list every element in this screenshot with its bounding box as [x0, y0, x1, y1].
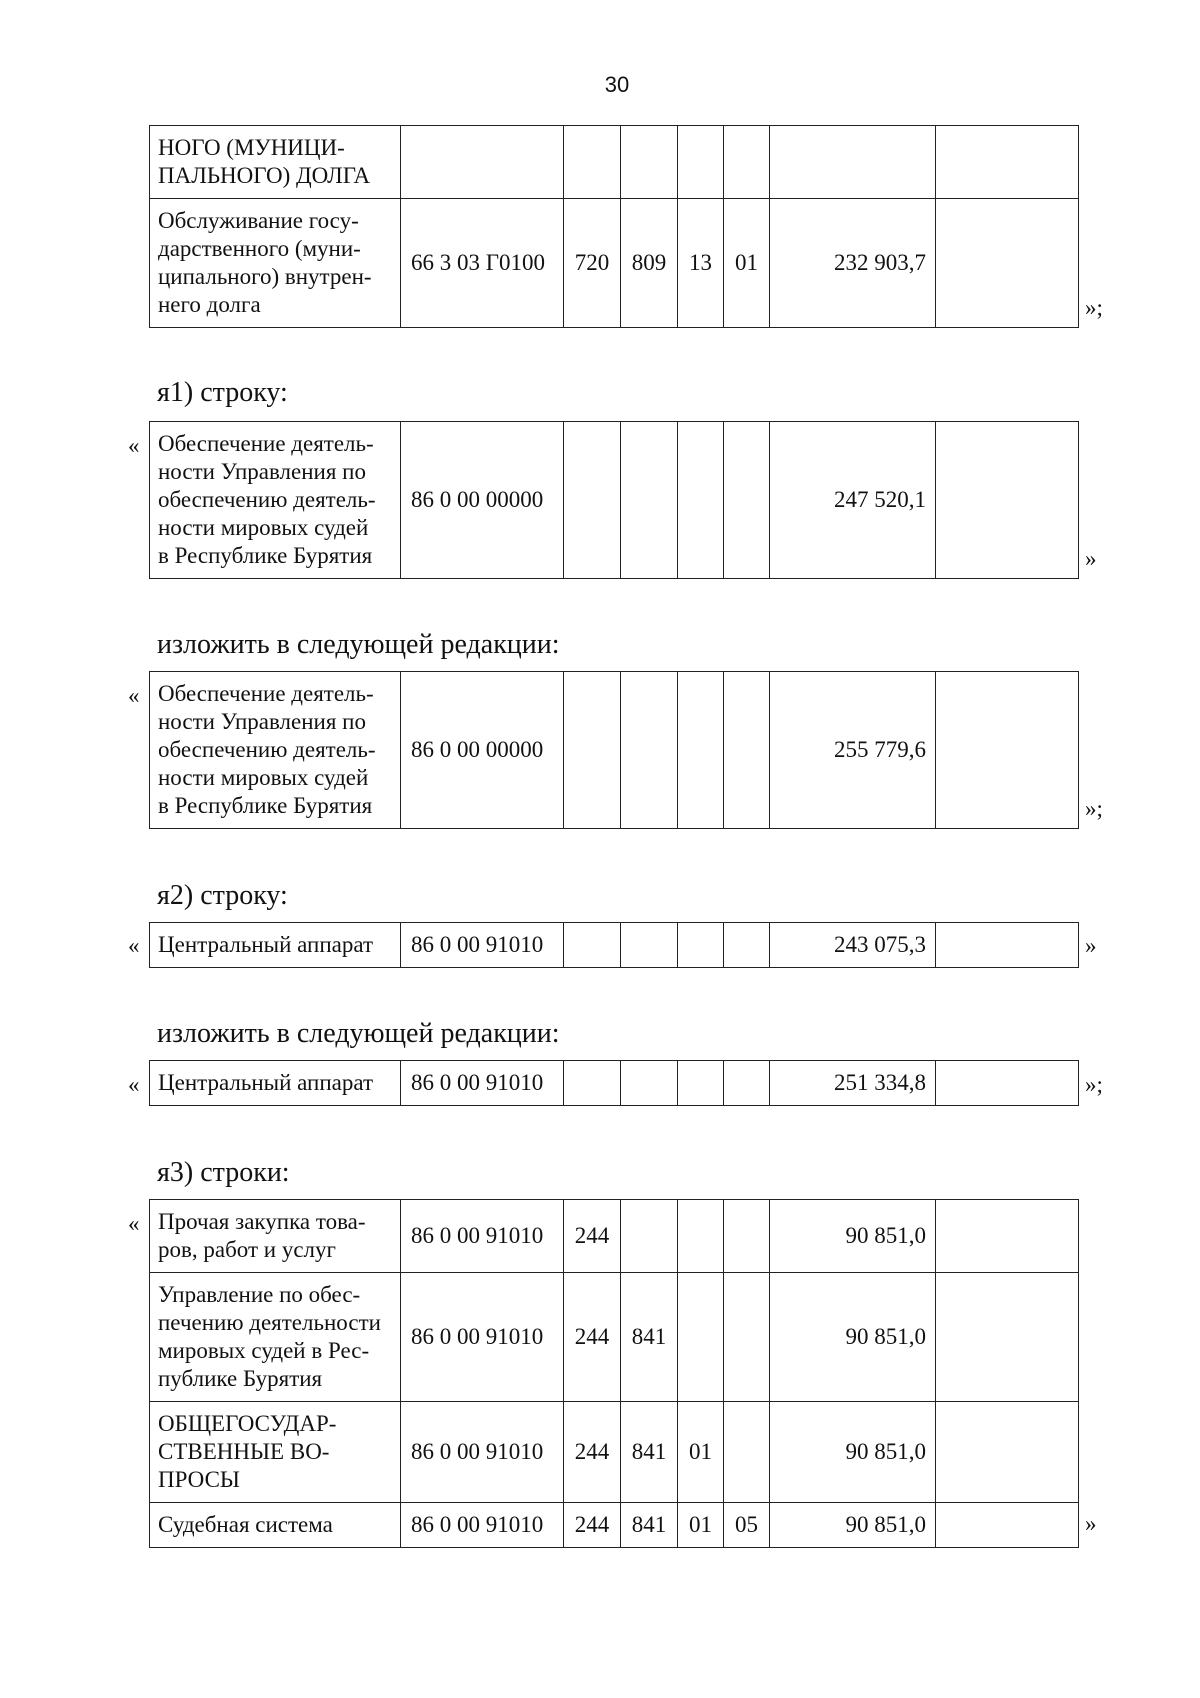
- row-pr: [724, 1273, 770, 1402]
- row-vr: 244: [564, 1503, 621, 1548]
- row-code: 86 0 00 91010: [401, 1503, 564, 1548]
- row-amount: 90 851,0: [770, 1503, 936, 1548]
- close-quote: »;: [1085, 796, 1103, 821]
- row-amount: 90 851,0: [770, 1402, 936, 1503]
- row-code: 66 3 03 Г0100: [401, 199, 564, 328]
- row-pr: [724, 1200, 770, 1273]
- row-name: Судебная система: [150, 1503, 401, 1548]
- row-extra: [936, 1503, 1079, 1548]
- row-amount: 247 520,1: [770, 422, 936, 579]
- row-vr: [564, 672, 621, 829]
- row-name: ОБЩЕГОСУДАР- СТВЕННЫЕ ВО- ПРОСЫ: [150, 1402, 401, 1503]
- row-rz: 13: [678, 199, 724, 328]
- row-name: Управление по обес- печению деятельности мировых судей в Рес- публике Бурятия: [150, 1273, 401, 1402]
- budget-table: [149, 1060, 1079, 1106]
- row-extra: [936, 1200, 1079, 1273]
- budget-table: [149, 1199, 1079, 1548]
- row-extra: [936, 422, 1079, 579]
- row-grbs: [621, 672, 678, 829]
- row-pr: [724, 672, 770, 829]
- row-grbs: 809: [621, 199, 678, 328]
- row-pr: 01: [724, 199, 770, 328]
- close-quote: »;: [1085, 1072, 1103, 1097]
- row-rz: [678, 422, 724, 579]
- page-number: 30: [604, 72, 630, 97]
- table-row: [150, 1061, 1079, 1106]
- row-name: Центральный аппарат: [150, 923, 401, 968]
- row-code: 86 0 00 00000: [401, 422, 564, 579]
- row-amount: 243 075,3: [770, 923, 936, 968]
- row-vr: [564, 923, 621, 968]
- row-code: 86 0 00 00000: [401, 672, 564, 829]
- row-amount: 90 851,0: [770, 1200, 936, 1273]
- table-row: [150, 1200, 1079, 1273]
- budget-table: [149, 922, 1079, 968]
- table-row: [150, 1402, 1079, 1503]
- row-code: 86 0 00 91010: [401, 1402, 564, 1503]
- open-quote: «: [128, 683, 140, 708]
- row-name: Обеспечение деятель- ности Управления по обеспечению деятель- ности мировых судей в Республике Бурятия: [150, 672, 401, 829]
- row-rz: [678, 1061, 724, 1106]
- table-row: [150, 672, 1079, 829]
- row-vr: [564, 126, 621, 199]
- row-grbs: [621, 126, 678, 199]
- row-rz: [678, 672, 724, 829]
- section-heading: я3) строки:: [157, 1157, 290, 1188]
- row-code: 86 0 00 91010: [401, 1061, 564, 1106]
- row-name: Обслуживание госу- дарственного (муни- ципального) внутрен- него долга: [150, 199, 401, 328]
- row-extra: [936, 923, 1079, 968]
- budget-table: [149, 671, 1079, 829]
- row-name: НОГО (МУНИЦИ- ПАЛЬНОГО) ДОЛГА: [150, 126, 401, 199]
- open-quote: «: [128, 1211, 140, 1236]
- row-name: Обеспечение деятель- ности Управления по обеспечению деятель- ности мировых судей в Республике Бурятия: [150, 422, 401, 579]
- row-vr: [564, 422, 621, 579]
- open-quote: «: [128, 1072, 140, 1097]
- row-code: 86 0 00 91010: [401, 923, 564, 968]
- row-pr: [724, 422, 770, 579]
- row-grbs: 841: [621, 1402, 678, 1503]
- row-rz: 01: [678, 1503, 724, 1548]
- row-pr: [724, 1402, 770, 1503]
- row-grbs: [621, 422, 678, 579]
- row-amount: 255 779,6: [770, 672, 936, 829]
- row-rz: [678, 126, 724, 199]
- row-pr: [724, 126, 770, 199]
- row-grbs: [621, 1061, 678, 1106]
- row-extra: [936, 126, 1079, 199]
- row-pr: [724, 1061, 770, 1106]
- budget-table: [149, 125, 1079, 328]
- row-pr: [724, 923, 770, 968]
- table-row: [150, 1503, 1079, 1548]
- table-row: [150, 126, 1079, 199]
- row-rz: [678, 1273, 724, 1402]
- row-amount: [770, 126, 936, 199]
- close-quote: »: [1085, 1511, 1097, 1536]
- row-vr: 720: [564, 199, 621, 328]
- close-quote: »: [1085, 546, 1097, 571]
- row-grbs: 841: [621, 1503, 678, 1548]
- row-extra: [936, 199, 1079, 328]
- row-code: [401, 126, 564, 199]
- row-grbs: [621, 923, 678, 968]
- row-rz: 01: [678, 1402, 724, 1503]
- row-vr: [564, 1061, 621, 1106]
- row-amount: 232 903,7: [770, 199, 936, 328]
- close-quote: »: [1085, 933, 1097, 958]
- row-extra: [936, 672, 1079, 829]
- row-name: Прочая закупка това- ров, работ и услуг: [150, 1200, 401, 1273]
- open-quote: «: [128, 433, 140, 458]
- row-extra: [936, 1273, 1079, 1402]
- close-quote: »;: [1085, 295, 1103, 320]
- row-code: 86 0 00 91010: [401, 1200, 564, 1273]
- row-grbs: [621, 1200, 678, 1273]
- row-name: Центральный аппарат: [150, 1061, 401, 1106]
- row-rz: [678, 1200, 724, 1273]
- section-heading: я2) строку:: [157, 880, 288, 911]
- row-amount: 90 851,0: [770, 1273, 936, 1402]
- row-amount: 251 334,8: [770, 1061, 936, 1106]
- row-extra: [936, 1402, 1079, 1503]
- row-vr: 244: [564, 1200, 621, 1273]
- row-vr: 244: [564, 1402, 621, 1503]
- table-row: [150, 923, 1079, 968]
- row-vr: 244: [564, 1273, 621, 1402]
- table-row: [150, 422, 1079, 579]
- open-quote: «: [128, 933, 140, 958]
- row-pr: 05: [724, 1503, 770, 1548]
- section-heading: изложить в следующей редакции:: [157, 1018, 560, 1049]
- row-grbs: 841: [621, 1273, 678, 1402]
- row-extra: [936, 1061, 1079, 1106]
- section-heading: изложить в следующей редакции:: [157, 629, 560, 660]
- budget-table: [149, 421, 1079, 579]
- row-code: 86 0 00 91010: [401, 1273, 564, 1402]
- table-row: [150, 1273, 1079, 1402]
- table-row: [150, 199, 1079, 328]
- row-rz: [678, 923, 724, 968]
- section-heading: я1) строку:: [157, 377, 288, 408]
